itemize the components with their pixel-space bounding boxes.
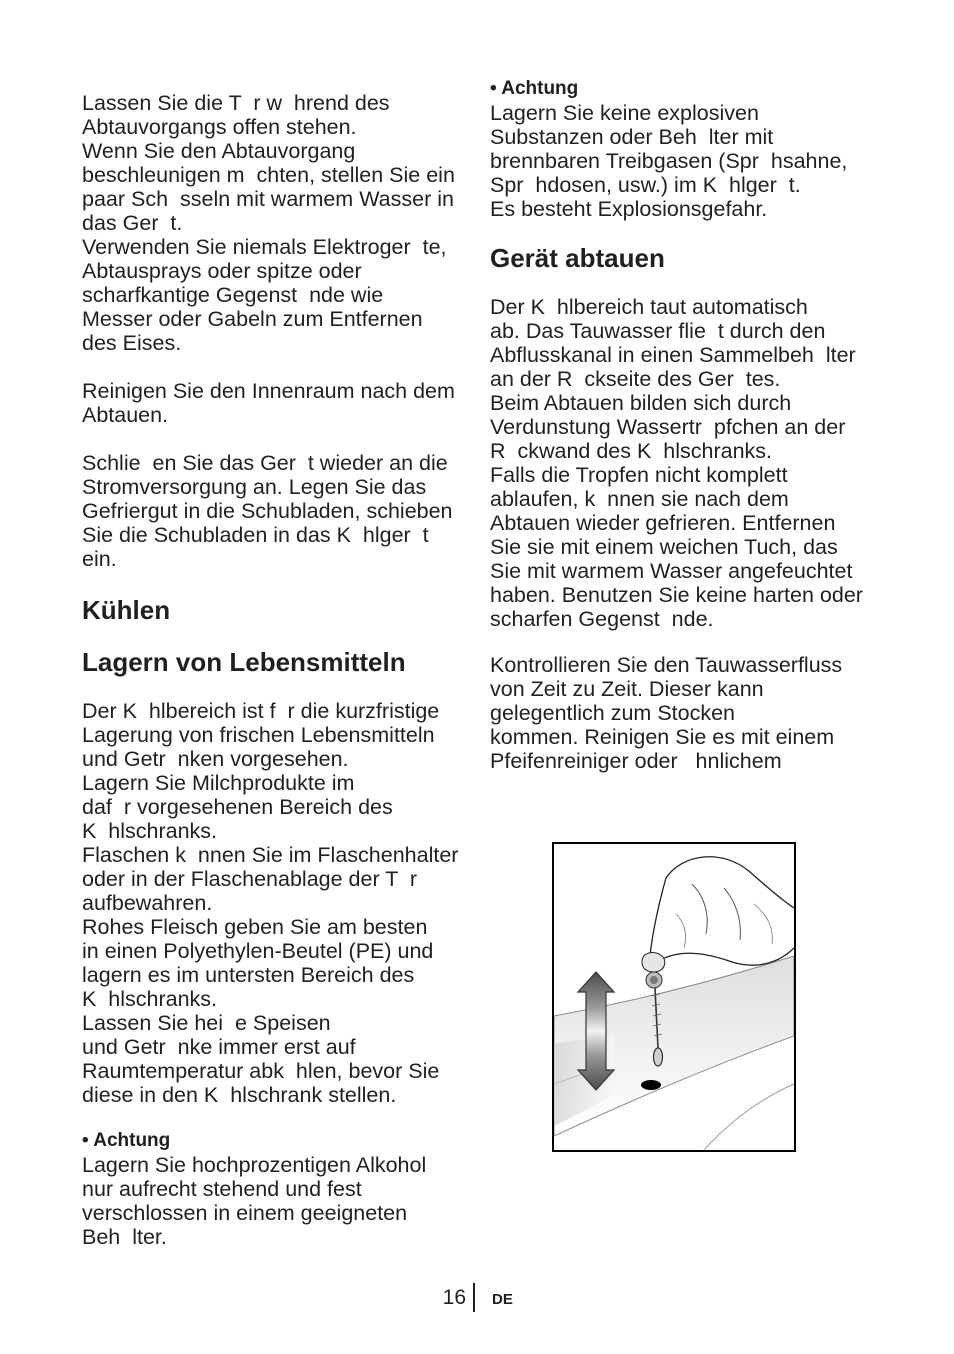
drain-check-paragraph: Kontrollieren Sie den Tauwasserfluss von Zeit zu Zeit. Dieser kann gelegentlich zum Stocken kommen. Reinigen Sie es mit einem Pfeifenreiniger oder hnlichem [490,653,843,773]
drain-cleaning-illustration-icon [554,844,794,1150]
reconnect-paragraph: Schlie en Sie das Ger t wieder an die Stromversorgung an. Legen Sie das Gefriergut in die Schubladen, schieben Sie die Schubladen in das K hlger t ein. [82,451,453,571]
alcohol-warning-text: Lagern Sie hochprozentigen Alkohol nur aufrecht stehend und fest verschlossen in einem geeigneten Beh lter. [82,1153,427,1249]
drain-cleaning-figure [552,842,796,1152]
clean-interior-paragraph: Reinigen Sie den Innenraum nach dem Abtauen. [82,379,455,427]
page-number: 16 [442,1286,466,1309]
alcohol-warning-label: • Achtung [82,1130,171,1151]
language-code: DE [492,1291,513,1308]
food-storage-heading: Lagern von Lebensmitteln [82,647,406,677]
food-storage-paragraph: Der K hlbereich ist f r die kurzfristige Lagerung von frischen Lebensmitteln und Getr nken vorgesehen. Lagern Sie Milchprodukte im daf r vorgesehenen Bereich des K hlschranks. Flaschen k nnen Sie im Flaschenhalter oder in der Flaschenablage der T r aufbewahren. Rohes Fleisch geben Sie am besten in einen Polyethylen-Beutel (PE) und lagern es im untersten Bereich des K hlschranks. Lassen Sie hei e Speisen und Getr nke immer erst auf Raumtemperatur abk hlen, bevor Sie diese in den K hlschrank stellen. [82,699,459,1107]
defrost-heading: Gerät abtauen [490,243,665,273]
explosive-warning-text: Lagern Sie keine explosiven Substanzen oder Beh lter mit brennbaren Treibgasen (Spr hsahne, Spr hdosen, usw.) im K hlger t. Es besteht Explosionsgefahr. [490,101,848,221]
explosive-warning-label: • Achtung [490,78,579,99]
footer-divider [473,1283,475,1312]
defrost-paragraph: Der K hlbereich taut automatisch ab. Das Tauwasser flie t durch den Abflusskanal in einen Sammelbeh lter an der R ckseite des Ger tes. Beim Abtauen bilden sich durch Verdunstung Wassertr pfchen an der R ckwand des K hlschranks. Falls die Tropfen nicht komplett ablaufen, k nnen sie nach dem Abtauen wieder gefrieren. Entfernen Sie sie mit einem weichen Tuch, das Sie mit warmem Wasser angefeuchtet haben. Benutzen Sie keine harten oder scharfen Gegenst nde. [490,295,863,631]
defrost-door-paragraph: Lassen Sie die T r w hrend des Abtauvorgangs offen stehen. Wenn Sie den Abtauvorgang beschleunigen m chten, stellen Sie ein paar Sch sseln mit warmem Wasser in das Ger t. Verwenden Sie niemals Elektroger te, Abtausprays oder spitze oder scharfkantige Gegenst nde wie Messer oder Gabeln zum Entfernen des Eises. [82,91,455,355]
cooling-heading: Kühlen [82,595,171,625]
